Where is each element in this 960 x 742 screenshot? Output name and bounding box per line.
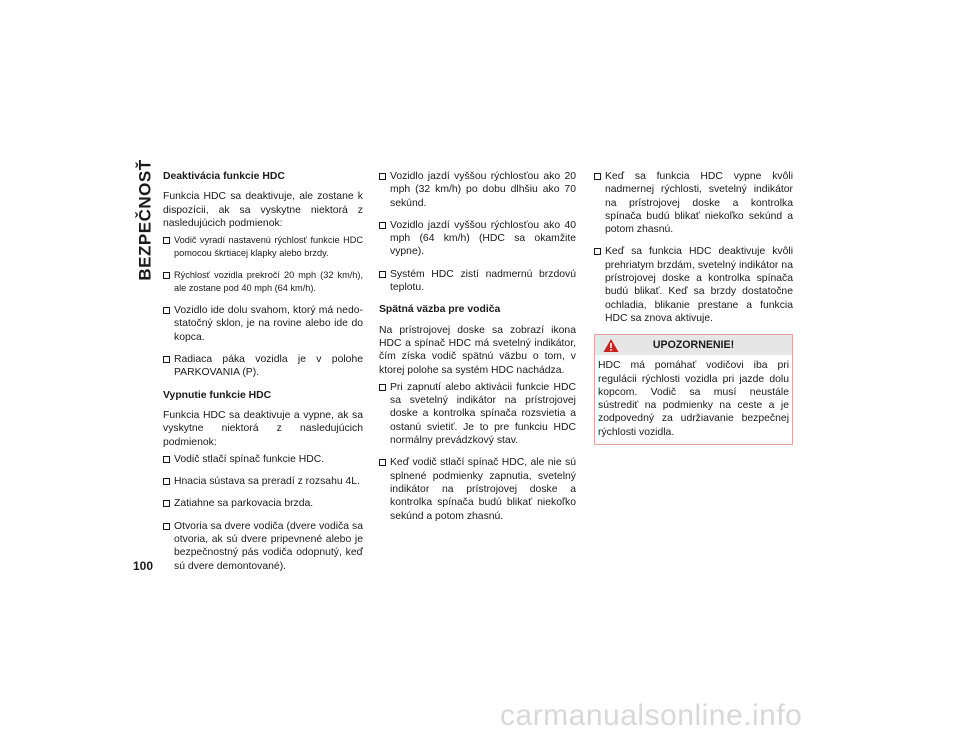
list-item: Keď sa funkcia HDC vypne kvôli nadmernej rýchlosti, svetelný indikátor na prístrojovej doske a kontrolka spínača budú blikať niekoľko sekúnd a potom zhasnú.	[594, 170, 793, 236]
column-middle	[379, 170, 576, 532]
checkbox-bullet-icon	[163, 272, 170, 279]
paragraph-driver-feedback: Na prístrojovej doske sa zobrazí ikona HDC a spínač HDC má svetelný indikátor, čím získa vodič spätnú väzbu o tom, v ktorej polohe sa systém HDC nachádza.	[379, 324, 576, 376]
checkbox-bullet-icon	[379, 222, 386, 229]
list-item: Systém HDC zistí nadmernú brzdovú teplotu.	[379, 268, 576, 295]
list-item: Vozidlo jazdí vyššou rýchlosťou ako 20 mph (32 km/h) po dobu dlhšiu ako 70 sekúnd.	[379, 170, 576, 210]
list-switch-off-conditions	[163, 453, 363, 573]
warning-title: UPOZORNENIE!	[652, 338, 735, 351]
heading-switch-off: Vypnutie funkcie HDC	[163, 389, 272, 401]
warning-box	[594, 334, 793, 445]
list-item: Vodič stlačí spínač funkcie HDC.	[163, 453, 363, 466]
checkbox-bullet-icon	[163, 456, 170, 463]
paragraph-switch-off-intro: Funkcia HDC sa deaktivuje a vypne, ak sa vyskytne niektorá z nasledujúcich podmienok:	[163, 409, 363, 448]
checkbox-bullet-icon	[379, 384, 386, 391]
checkbox-bullet-icon	[163, 307, 170, 314]
list-feedback-states-continued	[594, 170, 793, 325]
warning-text: HDC má pomáhať vodičovi iba pri regulácii rýchlosti vozidla pri jazde dolu kopcom. Vodič sa musí neustále sústrediť na podmienky na ceste a je zodpovedný za udržiavanie bezpečnej rýchlosti vozidla.	[598, 360, 789, 438]
warning-header	[595, 335, 792, 355]
list-item: Hnacia sústava sa preradí z rozsahu 4L.	[163, 475, 363, 488]
list-switch-off-conditions-continued	[379, 170, 576, 294]
checkbox-bullet-icon	[379, 271, 386, 278]
list-item: Pri zapnutí alebo aktivácii funkcie HDC sa svetelný indikátor na prístrojovej doske a kontrolka spínača rozsvietia a ostanú svietiť. Je to pre funkciu HDC normálny prevádzkový stav.	[379, 381, 576, 447]
list-item: Vozidlo ide dolu svahom, ktorý má nedostatočný sklon, je na rovine alebo ide do kopca.	[163, 304, 363, 344]
list-item: Keď sa funkcia HDC deaktivuje kvôli prehriatym brzdám, svetelný indikátor na prístrojovej doske a kontrolka spínača budú blikať. Keď sa brzdy dostatočne ochladia, blikanie prestane a funkcia HDC sa znova aktivuje.	[594, 245, 793, 325]
list-feedback-states	[379, 381, 576, 523]
checkbox-bullet-icon	[163, 356, 170, 363]
warning-triangle-icon	[603, 338, 619, 353]
checkbox-bullet-icon	[594, 248, 601, 255]
watermark: carmanualsonline.info	[500, 698, 803, 732]
page-number: 100	[133, 559, 154, 573]
section-side-tab	[133, 159, 159, 281]
column-left	[163, 170, 363, 582]
column-right	[594, 170, 793, 445]
checkbox-bullet-icon	[163, 523, 170, 530]
list-item: Vodič vyradí nastavenú rýchlosť funkcie HDC pomocou škrtiacej klapky alebo brzdy.	[163, 234, 363, 260]
list-item: Rýchlosť vozidla prekročí 20 mph (32 km/h), ale zostane pod 40 mph (64 km/h).	[163, 269, 363, 295]
list-item: Otvoria sa dvere vodiča (dvere vodiča sa otvoria, ak sú dvere pripevnené alebo je bezpečnostný pás vodiča odopnutý, keď sú dvere demontované).	[163, 520, 363, 573]
list-item: Keď vodič stlačí spínač HDC, ale nie sú splnené podmienky zapnutia, svetelný indikátor na prístrojovej doske a kontrolka spínača budú blikať niekoľko sekúnd a potom zhasnú.	[379, 456, 576, 522]
list-item: Zatiahne sa parkovacia brzda.	[163, 497, 363, 510]
checkbox-bullet-icon	[163, 237, 170, 244]
checkbox-bullet-icon	[379, 459, 386, 466]
checkbox-bullet-icon	[163, 478, 170, 485]
list-deactivation-conditions	[163, 234, 363, 379]
section-title: BEZPEČNOSŤ	[136, 159, 155, 281]
heading-driver-feedback: Spätná väzba pre vodiča	[379, 304, 501, 316]
heading-deactivation: Deaktivácia funkcie HDC	[163, 171, 285, 182]
paragraph-deactivation-intro: Funkcia HDC sa deaktivuje, ale zostane k dispozícii, ak sa vyskytne niektorá z nasledujúcich podmienok:	[163, 191, 363, 229]
checkbox-bullet-icon	[379, 173, 386, 180]
list-item: Radiaca páka vozidla je v polohe PARKOVANIA (P).	[163, 353, 363, 380]
checkbox-bullet-icon	[163, 500, 170, 507]
list-item: Vozidlo jazdí vyššou rýchlosťou ako 40 mph (64 km/h) (HDC sa okamžite vypne).	[379, 219, 576, 259]
checkbox-bullet-icon	[594, 173, 601, 180]
